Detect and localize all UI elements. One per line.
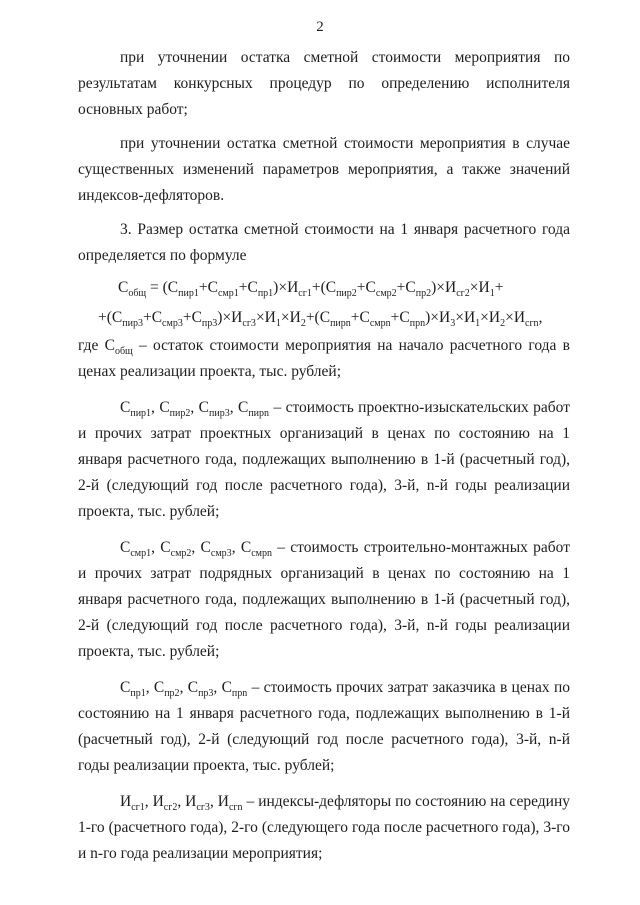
paragraph-1: при уточнении остатка сметной стоимости мероприятия по результатам конкурсных процедур по определению исполнителя основных работ; (78, 49, 570, 118)
definition-obsh: где $C_{общ}$ – остаток стоимости мероприятия на начало расчетного года в ценах реализации проекта, тыс. рублей; (78, 337, 570, 380)
paragraph-2: при уточнении остатка сметной стоимости мероприятия в случае существенных изменений параметров мероприятия, а также значений индексов-дефляторов. (78, 135, 570, 204)
page-number: 2 (316, 19, 324, 35)
formula-line-1: $C_{общ} = (C_{пир1}+C_{смр1}+C_{пр1})\times И_{сг1}+(C_{пир2}+C_{смр2}+C_{пр2})\times И_{сг2}\times И_1+$ (118, 279, 504, 300)
document-body (78, 45, 570, 867)
formula-line-2: $+(C_{пир3}+C_{смр3}+C_{пр3})\times И_{сг3}\times И_1\times И_2+(C_{пирn}+C_{смрn}+C_{прn})\times И_3\times И_1\times И_2\times И_{сгn}$, (98, 309, 543, 330)
definition-smr: $C_{смр1}$, $C_{смр2}$, $C_{смр3}$, $C_{смрn}$ – стоимость строительно-монтажных работ и прочих затрат подрядных организаций в ценах по состоянию на 1 января расчетного года, подлежащих выполнению в 1-й (расчетный год), 2-й (следующий год после расчетного года), 3-й, n-й годы реализации проекта, тыс. рублей; (78, 539, 570, 660)
paragraph-3: 3. Размер остатка сметной стоимости на 1 января расчетного года определяется по формуле (78, 221, 570, 264)
definition-pr: $C_{пр1}$, $C_{пр2}$, $C_{пр3}$, $C_{прn}$ – стоимость прочих затрат заказчика в ценах по состоянию на 1 января расчетного года, подлежащих выполнению в 1-й (расчетный год), 2-й (следующий год после расчетного года), 3-й, n-й годы реализации проекта, тыс. рублей; (78, 679, 570, 774)
definition-sg: $И_{сг1}$, $И_{сг2}$, $И_{сг3}$, $И_{сгn}$ – индексы-дефляторы по состоянию на середину 1-го (расчетного года), 2-го (следующего года после расчетного года), 3-го и n-го года реализации мероприятия; (78, 793, 571, 862)
definition-pir: $C_{пир1}$, $C_{пир2}$, $C_{пир3}$, $C_{пирn}$ – стоимость проектно-изыскательских работ и прочих затрат проектных организаций в ценах по состоянию на 1 января расчетного года, подлежащих выполнению в 1-й (расчетный год), 2-й (следующий год после расчетного года), 3-й, n-й годы реализации проекта, тыс. рублей; (78, 399, 570, 520)
